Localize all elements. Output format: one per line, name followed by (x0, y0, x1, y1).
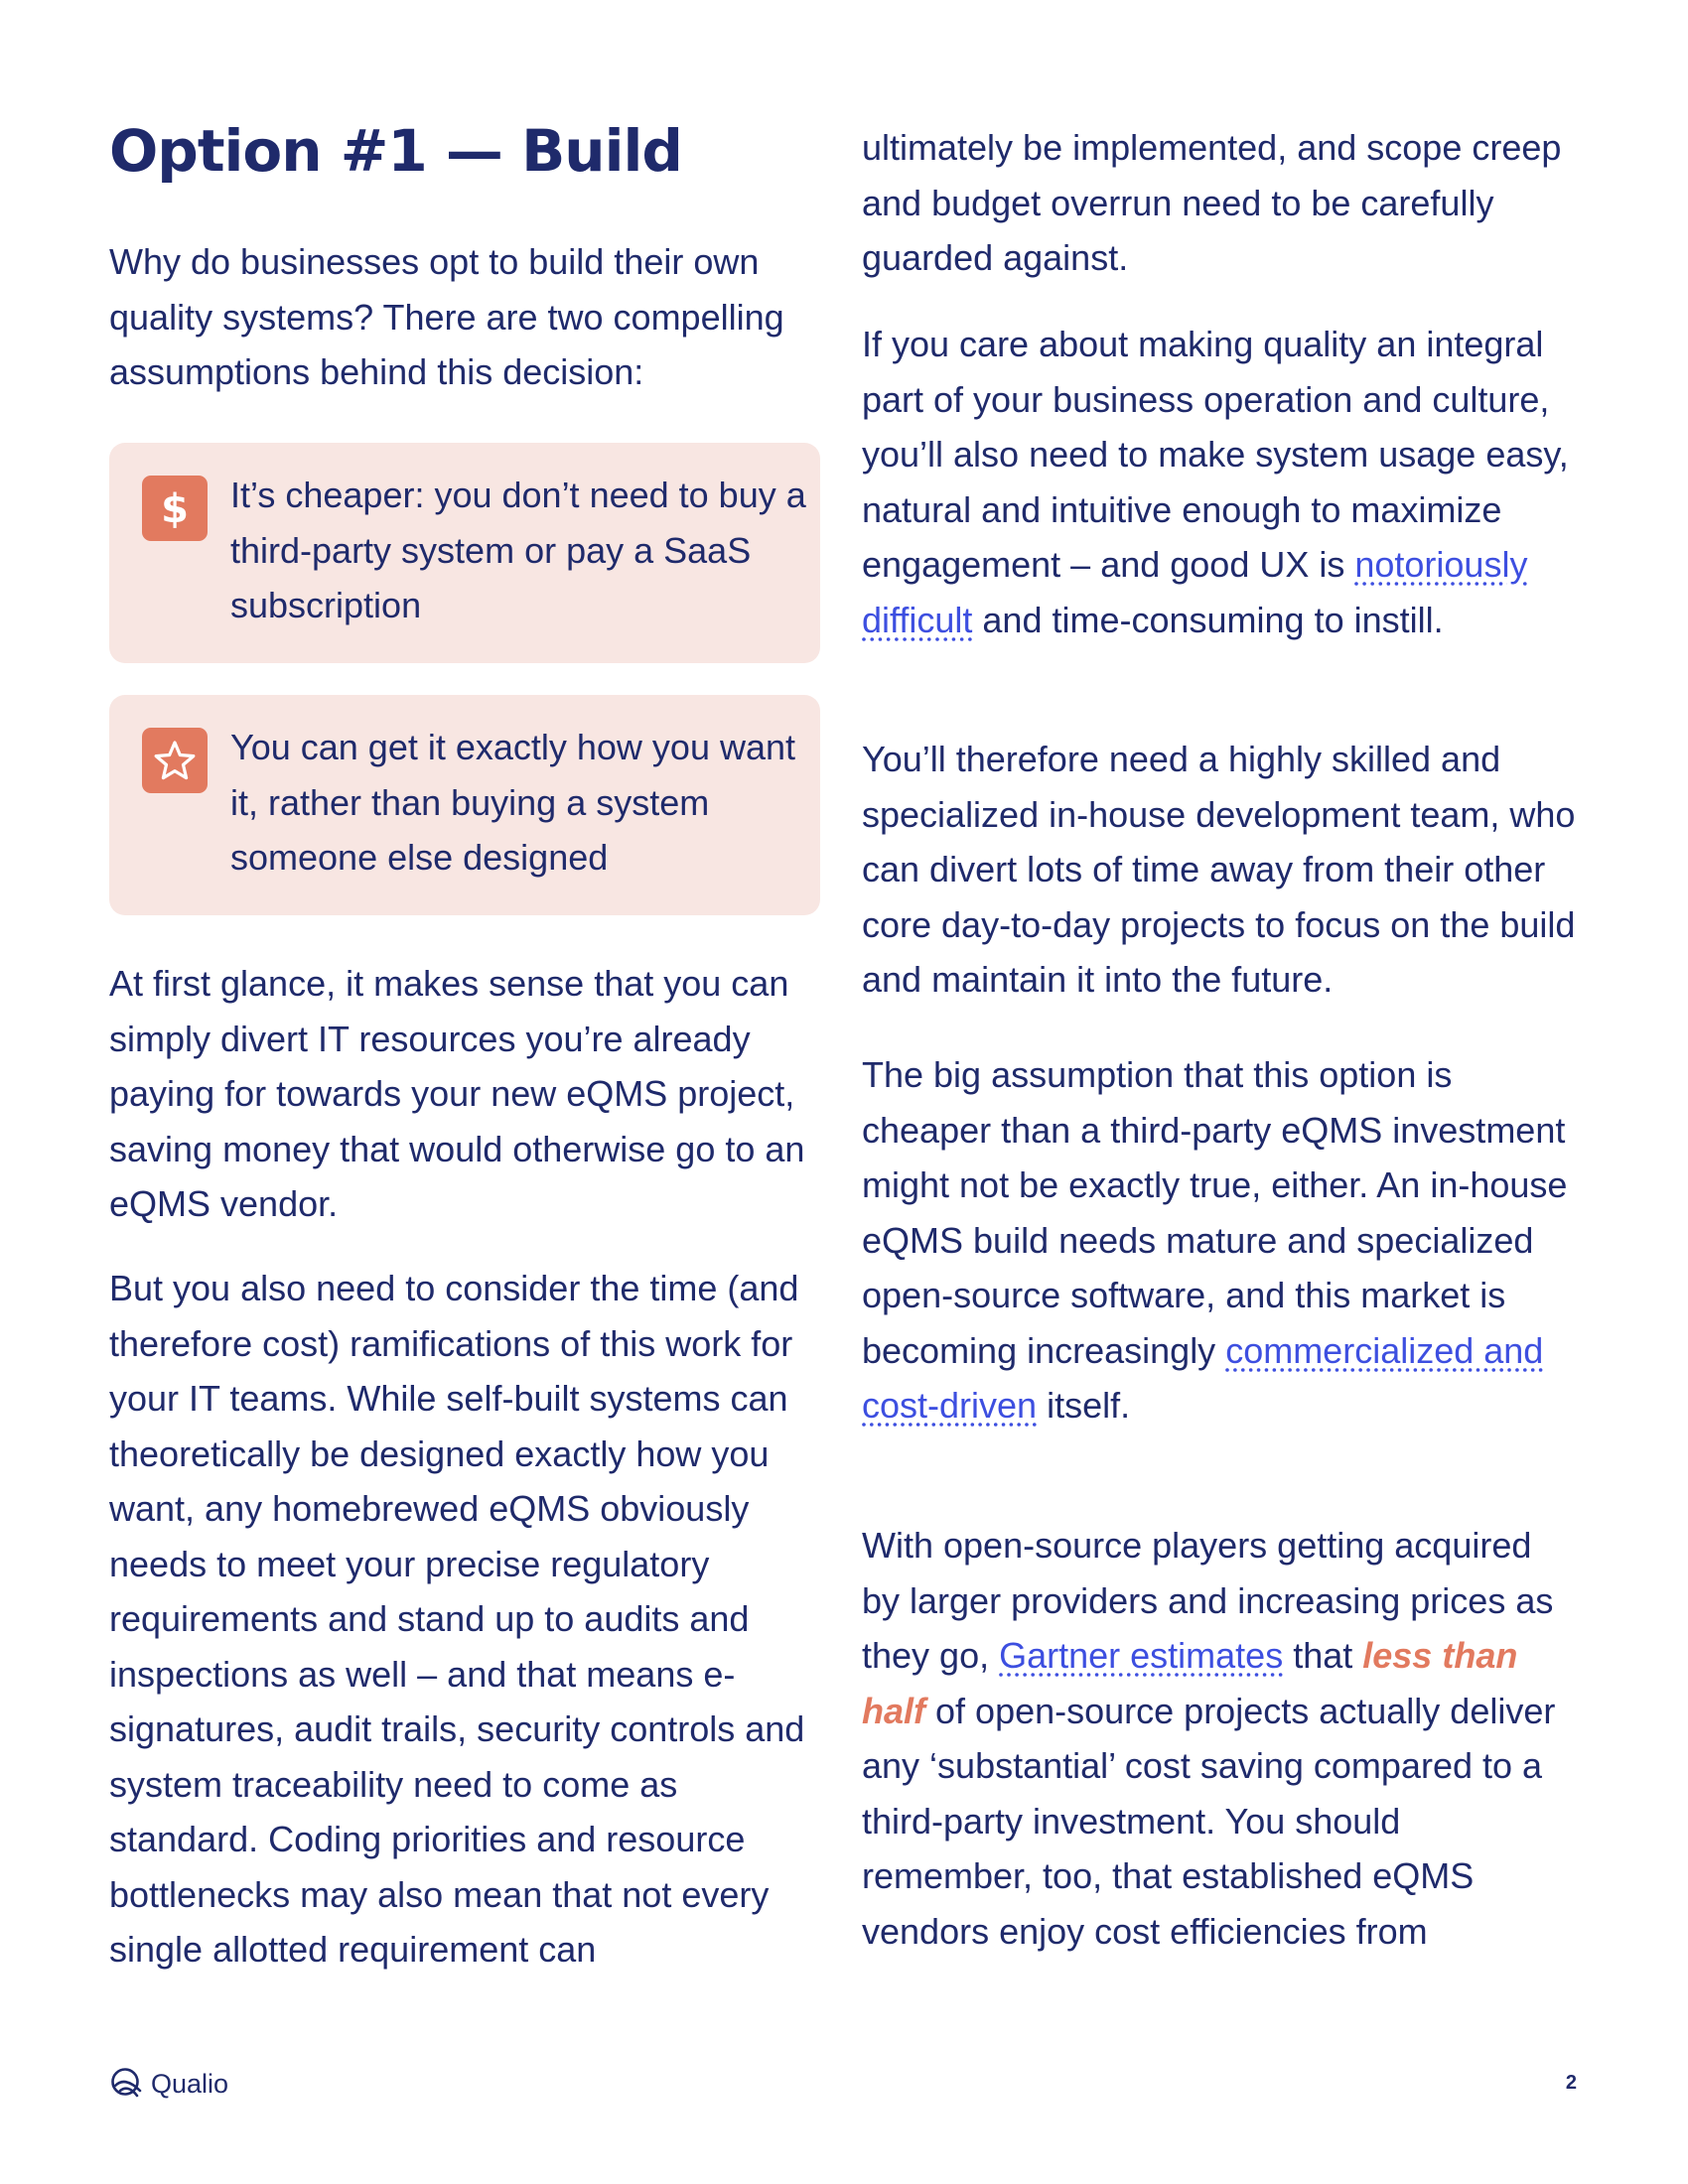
text-span: If you care about making quality an integral part of your business operation and culture, you’ll also need to make system usage easy, natural and intuitive enough to maximize engagement – and good UX is (862, 324, 1569, 585)
text-span: itself. (1037, 1385, 1131, 1426)
star-icon (142, 728, 208, 793)
commercialized-link[interactable]: commercialized and cost-driven (862, 1329, 1544, 1426)
text-span: and time-consuming to instill. (972, 599, 1444, 640)
text-span: of open-source projects actually deliver any ‘substantial’ cost saving compared to a third-party investment. You should remember, too, that established eQMS vendors enjoy cost efficiencies from (862, 1690, 1556, 1952)
callout-cheaper (109, 443, 820, 663)
dollar-icon (142, 476, 208, 541)
less-than-half-emphasis: less than half (862, 1635, 1518, 1731)
gartner-estimates-link[interactable]: Gartner estimates (999, 1635, 1284, 1676)
paragraph-dev-team: You’ll therefore need a highly skilled and specialized in-house development team, who can divert lots of time away from their other core day-to-day projects to focus on the build and maintain it into the future. (862, 739, 1576, 1000)
text-span: With open-source players getting acquired by larger providers and increasing prices as they go, (862, 1525, 1554, 1676)
paragraph-ux (862, 317, 1577, 647)
page-number: 2 (1565, 2072, 1577, 2094)
paragraph-scope-creep: ultimately be implemented, and scope creep and budget overrun need to be carefully guarded against. (862, 127, 1562, 278)
qualio-logo-icon (109, 2067, 143, 2101)
qualio-logo (109, 2067, 228, 2101)
intro-paragraph: Why do businesses opt to build their own quality systems? There are two compelling assumptions behind this decision: (109, 241, 784, 392)
text-span: that (1283, 1635, 1363, 1676)
callout-custom (109, 695, 820, 915)
paragraph-time-cost: But you also need to consider the time (and therefore cost) ramifications of this work for your IT teams. While self-built systems can theoretically be designed exactly how you want, any homebrewed eQMS obviously needs to meet your precise regulatory requirements and stand up to audits and inspections as well – and that means e-signatures, audit trails, security controls and system traceability need to come as standard. Coding priorities and resource bottlenecks may also mean that not every single allotted requirement can (109, 1268, 805, 1970)
notoriously-difficult-link[interactable]: notoriously difficult (862, 544, 1528, 640)
paragraph-gartner (862, 1518, 1577, 1959)
text-span: The big assumption that this option is cheaper than a third-party eQMS investment might not be exactly true, either. An in-house eQMS build needs mature and specialized open-source software, and this market is becoming increasingly (862, 1054, 1568, 1371)
svg-text:$: $ (161, 486, 189, 532)
brand-name: Qualio (151, 2068, 229, 2099)
page-title: Option #1 — Build (109, 117, 682, 185)
callout-text: You can get it exactly how you want it, rather than buying a system someone else designed (230, 727, 796, 878)
paragraph-first-glance: At first glance, it makes sense that you can simply divert IT resources you’re already paying for towards your new eQMS project, saving money that would otherwise go to an eQMS vendor. (109, 963, 805, 1224)
callout-text: It’s cheaper: you don’t need to buy a third-party system or pay a SaaS subscription (230, 475, 806, 625)
paragraph-open-source (862, 1047, 1577, 1433)
